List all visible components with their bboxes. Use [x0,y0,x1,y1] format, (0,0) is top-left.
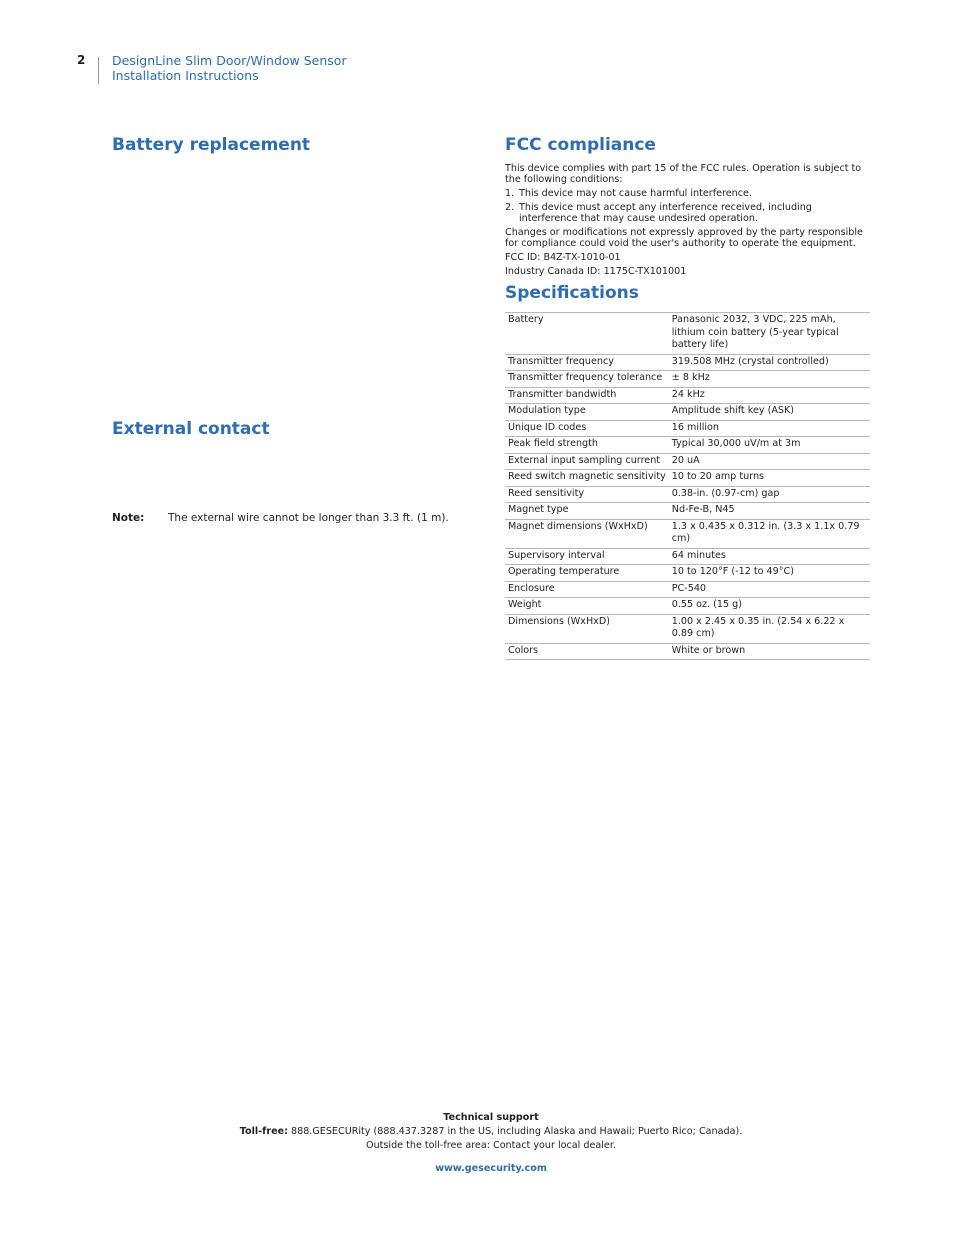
note-text: The external wire cannot be longer than 3.3 ft. (1 m). [168,512,449,524]
spec-label: Modulation type [505,404,669,421]
spec-label: Dimensions (WxHxD) [505,614,669,643]
spec-label: Transmitter frequency [505,354,669,371]
list-text: This device may not cause harmful interference. [519,188,752,199]
document-title [112,53,347,83]
spec-row [505,420,870,437]
website-link-row [0,1162,954,1176]
tollfree-label: Toll-free: [239,1126,288,1137]
spec-row [505,503,870,520]
fcc-id: FCC ID: B4Z-TX-1010-01 [505,252,621,263]
spec-value: PC-540 [669,581,870,598]
spec-label: Transmitter bandwidth [505,387,669,404]
spec-label: Reed sensitivity [505,486,669,503]
document-title-line1: DesignLine Slim Door/Window Sensor [112,53,347,68]
fcc-condition-1 [505,188,870,200]
list-number: 1. [505,188,515,199]
spec-row [505,404,870,421]
tollfree-line [0,1125,954,1139]
spec-value: Nd-Fe-B, N45 [669,503,870,520]
spec-label: Magnet type [505,503,669,520]
specifications-heading: Specifications [505,283,639,303]
spec-value: Panasonic 2032, 3 VDC, 225 mAh, lithium coin battery (5-year typical battery life) [669,313,870,355]
spec-value: 10 to 20 amp turns [669,470,870,487]
spec-value: Typical 30,000 uV/m at 3m [669,437,870,454]
list-text: This device must accept any interference received, including interference that may cause undesired operation. [519,202,812,224]
spec-label: Battery [505,313,669,355]
spec-row [505,387,870,404]
spec-label: Colors [505,643,669,660]
spec-value: 319.508 MHz (crystal controlled) [669,354,870,371]
fcc-changes-warning: Changes or modifications not expressly approved by the party responsible for compliance could void the user's authority to operate the equipment. [505,227,863,249]
document-title-line2: Installation Instructions [112,68,259,83]
spec-label: Magnet dimensions (WxHxD) [505,519,669,548]
spec-row [505,354,870,371]
note-label: Note: [112,512,145,524]
spec-value: 24 kHz [669,387,870,404]
spec-value: 0.55 oz. (15 g) [669,598,870,615]
spec-value: 10 to 120°F (-12 to 49°C) [669,565,870,582]
spec-row [505,453,870,470]
battery-replacement-heading: Battery replacement [112,135,311,155]
specifications-table [505,312,870,660]
spec-row [505,643,870,660]
industry-canada-id: Industry Canada ID: 1175C-TX101001 [505,266,687,277]
spec-label: Peak field strength [505,437,669,454]
page-number: 2 [77,53,86,67]
spec-value: 20 uA [669,453,870,470]
spec-label: Unique ID codes [505,420,669,437]
spec-row [505,437,870,454]
spec-value: 1.00 x 2.45 x 0.35 in. (2.54 x 6.22 x 0.89 cm) [669,614,870,643]
spec-value: ± 8 kHz [669,371,870,388]
spec-label: Supervisory interval [505,548,669,565]
spec-label: Operating temperature [505,565,669,582]
spec-row [505,598,870,615]
spec-row [505,565,870,582]
spec-label: Enclosure [505,581,669,598]
spec-row [505,614,870,643]
spec-row [505,519,870,548]
list-number: 2. [505,202,515,213]
spec-label: Weight [505,598,669,615]
spec-label: External input sampling current [505,453,669,470]
spec-row [505,371,870,388]
spec-row [505,313,870,355]
header-divider [98,57,99,84]
tollfree-text: 888.GESECURity (888.437.3287 in the US, including Alaska and Hawaii; Puerto Rico; Canada). [287,1126,743,1137]
spec-row [505,548,870,565]
outside-tollfree-line: Outside the toll-free area: Contact your local dealer. [366,1140,616,1151]
spec-value: Amplitude shift key (ASK) [669,404,870,421]
external-contact-heading: External contact [112,419,270,439]
technical-support-heading: Technical support [443,1112,539,1123]
spec-row [505,470,870,487]
fcc-compliance-heading: FCC compliance [505,135,656,155]
fcc-intro: This device complies with part 15 of the FCC rules. Operation is subject to the following conditions: [505,163,862,185]
website-link[interactable]: www.gesecurity.com [435,1163,547,1174]
fcc-condition-2 [505,202,870,226]
spec-value: 16 million [669,420,870,437]
spec-value: 1.3 x 0.435 x 0.312 in. (3.3 x 1.1x 0.79 cm) [669,519,870,548]
spec-row [505,581,870,598]
spec-row [505,486,870,503]
spec-label: Transmitter frequency tolerance [505,371,669,388]
spec-label: Reed switch magnetic sensitivity [505,470,669,487]
spec-value: White or brown [669,643,870,660]
spec-value: 64 minutes [669,548,870,565]
spec-value: 0.38-in. (0.97-cm) gap [669,486,870,503]
